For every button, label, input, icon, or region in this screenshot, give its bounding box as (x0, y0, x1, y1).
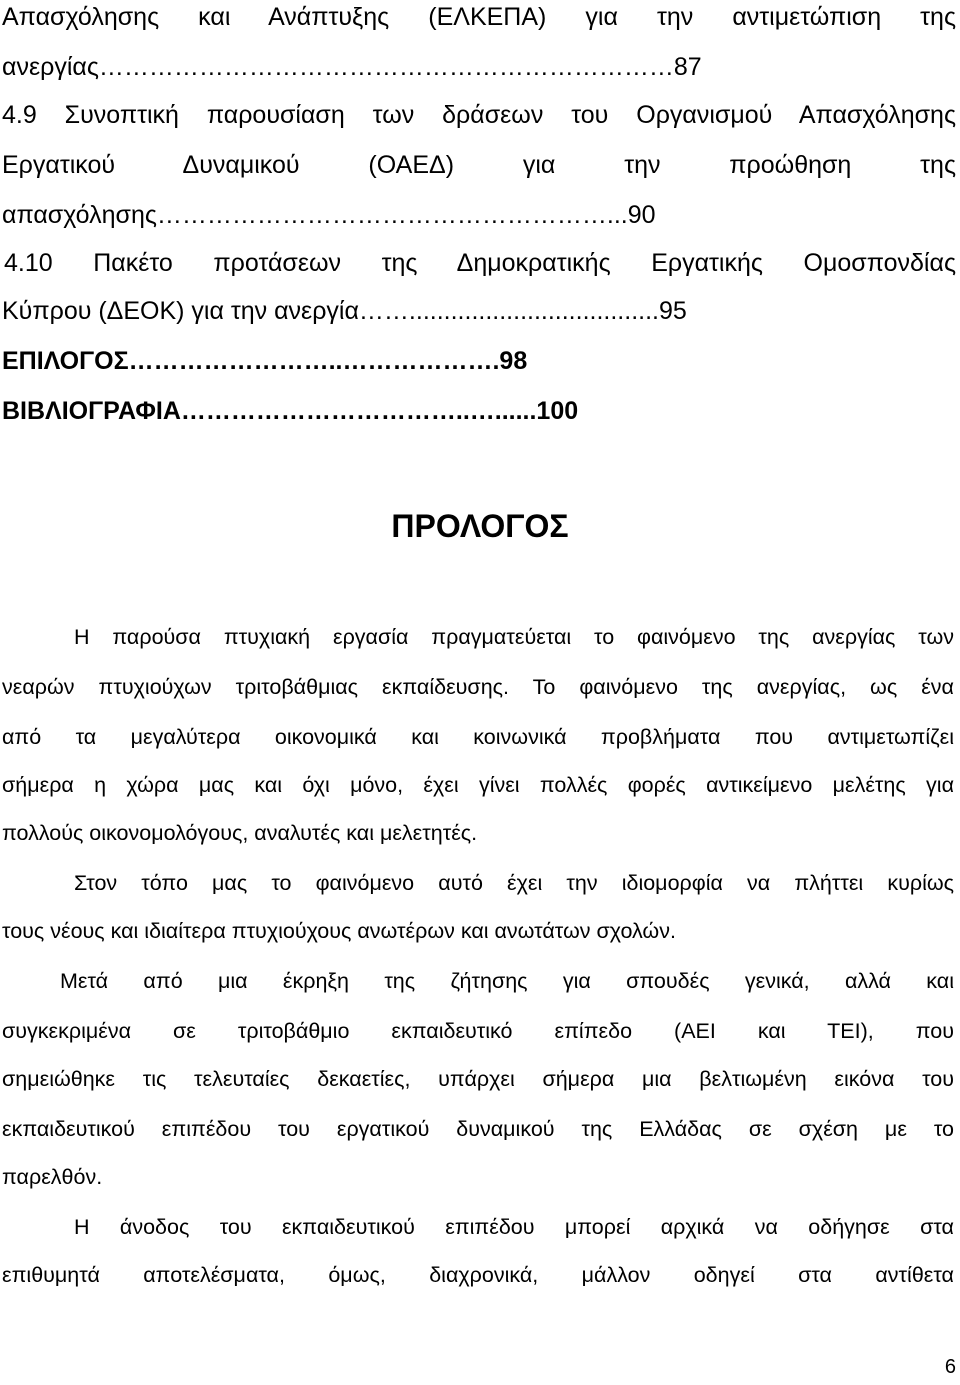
toc-line: Εργατικού Δυναμικού (ΟΑΕΔ) για την προώθηση της (2, 151, 956, 179)
toc-line: ΒΙΒΛΙΟΓΡΑΦΙΑ……………………………..…......100 (2, 397, 579, 425)
paragraph-line: Στον τόπο μας το φαινόμενο αυτό έχει την ιδιομορφία να πλήττει κυρίως (74, 871, 954, 895)
toc-line: ΕΠΙΛΟΓΟΣ……………………..……………….98 (2, 347, 528, 375)
paragraph-line: εκπαιδευτικού επιπέδου του εργατικού δυναμικού της Ελλάδας σε σχέση με το (2, 1117, 954, 1141)
section-heading: ΠΡΟΛΟΓΟΣ (391, 508, 569, 544)
paragraph-line: από τα μεγαλύτερα οικονομικά και κοινωνικά προβλήματα που αντιμετωπίζει (2, 725, 954, 749)
toc-line: Κύπρου (ΔΕΟΚ) για την ανεργία……....................................95 (2, 297, 687, 325)
toc-line: Απασχόλησης και Ανάπτυξης (ΕΛΚΕΠΑ) για την αντιμετώπιση της (2, 3, 956, 31)
toc-line: 4.9 Συνοπτική παρουσίαση των δράσεων του Οργανισμού Απασχόλησης (2, 101, 956, 129)
toc-line: ανεργίας……………………………………………………………87 (2, 53, 702, 81)
paragraph-line: σημειώθηκε τις τελευταίες δεκαετίες, υπάρχει σήμερα μια βελτιωμένη εικόνα του (2, 1067, 954, 1091)
paragraph-line: νεαρών πτυχιούχων τριτοβάθμιας εκπαίδευσης. Το φαινόμενο της ανεργίας, ως ένα (2, 675, 954, 699)
toc-line: απασχόλησης………………………………………………...90 (2, 201, 656, 229)
page-number: 6 (944, 1356, 956, 1378)
paragraph-line: παρελθόν. (2, 1165, 103, 1189)
paragraph-line: Η παρούσα πτυχιακή εργασία πραγματεύεται το φαινόμενο της ανεργίας των (74, 625, 954, 649)
paragraph-line: πολλούς οικονομολόγους, αναλυτές και μελετητές. (2, 821, 478, 845)
paragraph-line: επιθυμητά αποτελέσματα, όμως, διαχρονικά, μάλλον οδηγεί στα αντίθετα (2, 1263, 954, 1287)
paragraph-line: Η άνοδος του εκπαιδευτικού επιπέδου μπορεί αρχικά να οδήγησε στα (74, 1215, 954, 1239)
paragraph-line: σήμερα η χώρα μας και όχι μόνο, έχει γίνει πολλές φορές αντικείμενο μελέτης για (2, 773, 954, 797)
toc-line: 4.10 Πακέτο προτάσεων της Δημοκρατικής Εργατικής Ομοσπονδίας (4, 249, 956, 277)
paragraph-line: τους νέους και ιδιαίτερα πτυχιούχους ανωτέρων και ανωτάτων σχολών. (2, 919, 676, 943)
paragraph-line: συγκεκριμένα σε τριτοβάθμιο εκπαιδευτικό επίπεδο (ΑΕΙ και ΤΕΙ), που (2, 1019, 954, 1043)
paragraph-line: Μετά από μια έκρηξη της ζήτησης για σπουδές γενικά, αλλά και (60, 969, 954, 993)
